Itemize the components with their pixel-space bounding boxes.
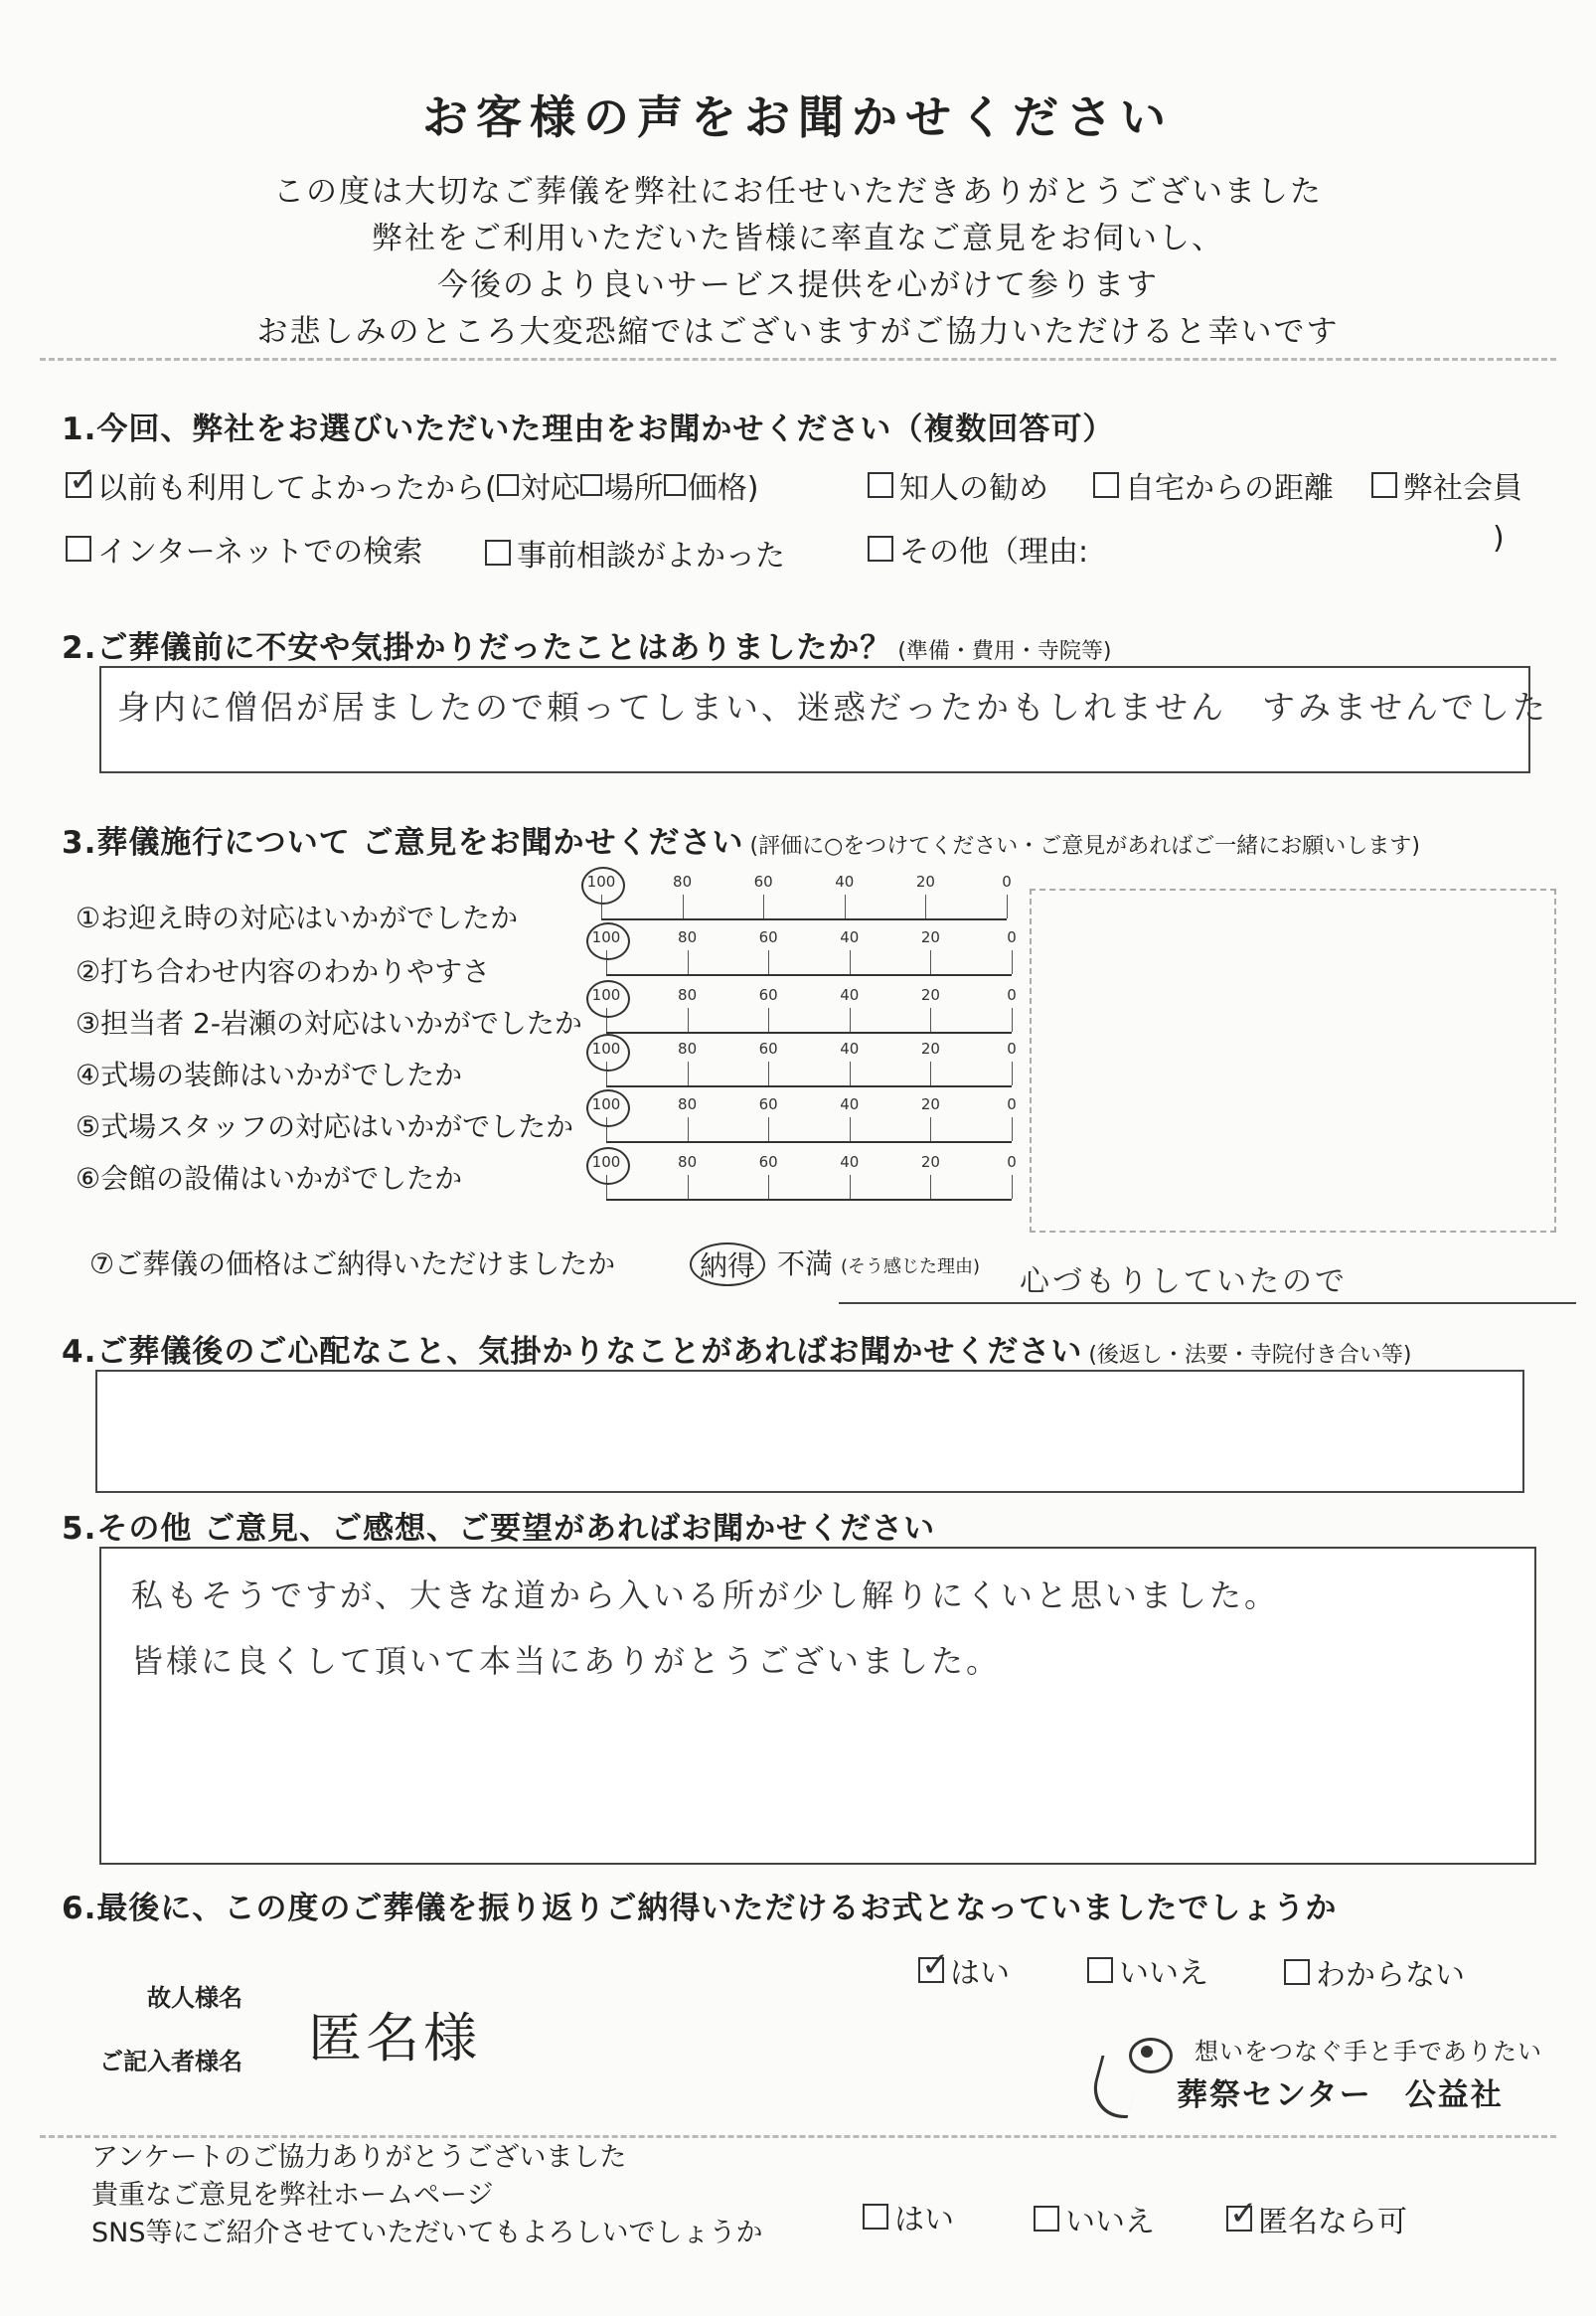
- scale-tick-label: 0: [1007, 1040, 1017, 1058]
- q1-heading: 1.今回、弊社をお選びいただいた理由をお聞かせください（複数回答可）: [62, 412, 1115, 447]
- checkbox[interactable]: [1093, 472, 1119, 498]
- scale-tick-label: 60: [758, 928, 778, 946]
- footer-line: SNS等にご紹介させていただいてもよろしいでしょうか: [91, 2218, 763, 2248]
- option-label: 場所: [603, 471, 664, 506]
- scale-line: [601, 918, 1007, 920]
- intro-line: 弊社をご利用いただいた皆様に率直なご意見をお伺いし、: [372, 221, 1224, 256]
- option-label: いいえ: [1065, 2205, 1155, 2239]
- scale-tick: [768, 1117, 769, 1141]
- checkbox[interactable]: [1284, 1959, 1310, 1985]
- scale-tick: [688, 1062, 689, 1085]
- writer-name-label: ご記入者様名: [99, 2048, 242, 2075]
- scale-tick-label: 40: [840, 986, 860, 1004]
- scale-tick: [850, 1062, 851, 1085]
- scale-tick-label: 0: [1007, 1153, 1017, 1171]
- scale-line: [606, 974, 1012, 976]
- rating-label-2: ②打ち合わせ内容のわかりやすさ: [76, 955, 491, 988]
- reason-label: (そう感じた理由): [841, 1256, 981, 1277]
- price-nattoku-circled[interactable]: 納得: [690, 1242, 765, 1286]
- scale-tick: [1012, 1008, 1013, 1032]
- scale-line: [606, 1141, 1012, 1143]
- intro-text: [0, 169, 1596, 356]
- scale-tick-label: 40: [840, 1095, 860, 1113]
- scale-tick-label: 20: [920, 986, 940, 1004]
- q4-heading-sub: (後返し・法要・寺院付き合い等): [1088, 1343, 1412, 1368]
- checkbox[interactable]: [66, 536, 91, 562]
- checkbox[interactable]: [868, 472, 893, 498]
- q3-heading-sub: (評価に○をつけてください・ご意見があればご一緒にお願いします): [749, 834, 1420, 859]
- option-label: 対応: [520, 471, 580, 506]
- logo-stroke: [1085, 2056, 1145, 2118]
- scale-tick: [1012, 1175, 1013, 1199]
- scale-tick-label: 0: [1007, 928, 1017, 946]
- price-answer: 心づもりしていたので: [1020, 1264, 1348, 1299]
- scale-tick: [768, 950, 769, 974]
- scale-tick: [845, 895, 846, 918]
- scale-tick: [930, 1175, 931, 1199]
- company-logo-icon: [1085, 2032, 1181, 2121]
- option-label: 弊社会員: [1403, 471, 1522, 506]
- intro-line: この度は大切なご葬儀を弊社にお任せいただきありがとうございました: [273, 174, 1323, 210]
- rating-scale-1[interactable]: [586, 873, 1012, 930]
- q6-option-hai[interactable]: [918, 1948, 1010, 1992]
- rating-circle-mark: [586, 1147, 630, 1185]
- checkbox[interactable]: [580, 474, 602, 496]
- rating-scale-5[interactable]: [591, 1095, 1017, 1153]
- price-question: ⑦ご葬儀の価格はご納得いただけましたか: [89, 1247, 616, 1280]
- scale-tick: [850, 1175, 851, 1199]
- scale-tick: [850, 1008, 851, 1032]
- footer-option-iie[interactable]: [1034, 2197, 1155, 2240]
- footer-option-hai[interactable]: [863, 2195, 954, 2238]
- scale-tick-label: 40: [835, 873, 855, 891]
- footer-option-tokumei[interactable]: [1226, 2197, 1407, 2240]
- q4-heading: [62, 1326, 1412, 1371]
- intro-line: お悲しみのところ大変恐縮ではございますがご協力いただけると幸いです: [256, 314, 1340, 350]
- close-paren: ): [1493, 521, 1505, 556]
- scale-tick-label: 100: [591, 1095, 621, 1113]
- option-label: 自宅からの距離: [1125, 471, 1334, 506]
- checkbox-checked[interactable]: [1226, 2206, 1252, 2232]
- scale-tick-label: 80: [678, 1153, 698, 1171]
- scale-tick-label: 0: [1007, 1095, 1017, 1113]
- scale-tick: [930, 1008, 931, 1032]
- scale-tick-label: 100: [586, 873, 616, 891]
- checkbox[interactable]: [1087, 1957, 1113, 1983]
- scale-tick: [763, 895, 764, 918]
- q1-option-internet[interactable]: [66, 527, 422, 571]
- scale-tick: [768, 1008, 769, 1032]
- rating-circle-mark: [586, 980, 630, 1018]
- option-label: 価格): [687, 471, 759, 506]
- scale-tick-label: 60: [758, 1040, 778, 1058]
- q6-option-wakaranai[interactable]: [1284, 1950, 1465, 1994]
- scale-tick-label: 40: [840, 1040, 860, 1058]
- q2-answer-box[interactable]: [99, 666, 1548, 773]
- q5-heading: 5.その他 ご意見、ご感想、ご要望があればお聞かせください: [62, 1511, 936, 1547]
- rating-scale-3[interactable]: [591, 986, 1017, 1044]
- scale-tick: [850, 1117, 851, 1141]
- q5-answer-line-1: 私もそうですが、大きな道から入いる所が少し解りにくいと思いました。: [131, 1576, 1280, 1614]
- scale-tick: [683, 895, 684, 918]
- scale-tick-label: 0: [1002, 873, 1012, 891]
- rating-circle-mark: [581, 867, 625, 905]
- scale-tick: [1007, 895, 1008, 918]
- option-label: 事前相談がよかった: [517, 539, 785, 574]
- scale-tick: [930, 1062, 931, 1085]
- scale-tick: [688, 1175, 689, 1199]
- scale-tick-label: 80: [673, 873, 693, 891]
- q3-heading: [62, 817, 1420, 862]
- q1-option-sonota[interactable]: [868, 527, 1088, 571]
- checkbox[interactable]: [863, 2204, 888, 2230]
- page-title: お客様の声をお聞かせください: [422, 90, 1174, 144]
- rating-scale-4[interactable]: [591, 1040, 1017, 1097]
- scale-tick: [930, 950, 931, 974]
- q3-heading-text: 3.葬儀施行について ご意見をお聞かせください: [62, 825, 744, 861]
- scale-tick: [925, 895, 926, 918]
- deceased-name-label: 故人様名: [147, 1984, 242, 2012]
- scale-tick: [688, 1117, 689, 1141]
- scale-tick: [768, 1062, 769, 1085]
- checkbox-checked[interactable]: [918, 1957, 944, 1983]
- reason-underline: [839, 1302, 1576, 1304]
- scale-tick-label: 0: [1007, 986, 1017, 1004]
- option-label: いいえ: [1119, 1956, 1208, 1991]
- option-label: はい: [894, 2203, 954, 2237]
- scale-tick-label: 60: [753, 873, 773, 891]
- scale-tick-label: 60: [758, 986, 778, 1004]
- q2-heading-text: 2.ご葬儀前に不安や気掛かりだったことはありましたか？: [62, 630, 892, 666]
- rating-scale-2[interactable]: [591, 928, 1017, 986]
- scale-tick-label: 60: [758, 1095, 778, 1113]
- price-fuman[interactable]: 不満: [777, 1247, 834, 1280]
- q3-comment-box[interactable]: [1030, 889, 1556, 1233]
- scale-tick-label: 100: [591, 928, 621, 946]
- scale-tick-label: 20: [920, 1040, 940, 1058]
- option-label: 匿名なら可: [1258, 2205, 1407, 2239]
- divider: [40, 2135, 1556, 2138]
- scale-tick-label: 20: [915, 873, 935, 891]
- option-label: その他（理由:: [899, 535, 1089, 570]
- rating-circle-mark: [586, 1089, 630, 1127]
- scale-tick-label: 80: [678, 928, 698, 946]
- scale-tick-label: 40: [840, 1153, 860, 1171]
- footer-line: アンケートのご協力ありがとうございました: [91, 2142, 627, 2173]
- checkbox-checked[interactable]: [66, 472, 91, 498]
- option-label: 以前も利用してよかったから(: [97, 471, 497, 506]
- q5-answer-line-2: 皆様に良くして頂いて本当にありがとうございました。: [131, 1642, 1002, 1680]
- footer-line: 貴重なご意見を弊社ホームページ: [91, 2180, 494, 2211]
- scale-tick: [688, 1008, 689, 1032]
- name-value: 匿名様: [308, 2007, 481, 2069]
- scale-tick-label: 60: [758, 1153, 778, 1171]
- scale-tick-label: 80: [678, 986, 698, 1004]
- scale-tick: [768, 1175, 769, 1199]
- rating-label-5: ⑤式場スタッフの対応はいかがでしたか: [76, 1110, 574, 1143]
- q1-option-jizen[interactable]: [485, 531, 785, 575]
- checkbox[interactable]: [497, 474, 519, 496]
- scale-tick: [930, 1117, 931, 1141]
- company-slogan: 想いをつなぐ手と手でありたい: [1195, 2038, 1542, 2066]
- divider: [40, 358, 1556, 361]
- q1-option-kyori[interactable]: [1093, 463, 1334, 507]
- q6-heading: 6.最後に、この度のご葬儀を振り返りご納得いただけるお式となっていましたでしょうか: [62, 1891, 1338, 1926]
- scale-tick-label: 20: [920, 928, 940, 946]
- scale-tick: [688, 950, 689, 974]
- q1-option-kaiin[interactable]: [1371, 463, 1522, 507]
- checkbox[interactable]: [868, 536, 893, 562]
- rating-scale-6[interactable]: [591, 1153, 1017, 1211]
- scale-line: [606, 1085, 1012, 1087]
- rating-label-4: ④式場の装飾はいかがでしたか: [76, 1059, 463, 1091]
- rating-label-1: ①お迎え時の対応はいかがでしたか: [76, 902, 519, 934]
- option-label: わからない: [1316, 1958, 1465, 1993]
- q4-heading-text: 4.ご葬儀後のご心配なこと、気掛かりなことがあればお聞かせください: [62, 1334, 1083, 1370]
- scale-tick: [850, 950, 851, 974]
- scale-tick-label: 80: [678, 1040, 698, 1058]
- option-label: 知人の勧め: [899, 471, 1048, 506]
- scale-line: [606, 1199, 1012, 1201]
- q6-option-iie[interactable]: [1087, 1948, 1208, 1992]
- option-label: はい: [950, 1956, 1010, 1991]
- q1-option-previous[interactable]: [66, 463, 758, 507]
- checkbox[interactable]: [1371, 472, 1397, 498]
- rating-circle-mark: [586, 1034, 630, 1072]
- scale-tick-label: 100: [591, 1040, 621, 1058]
- q2-heading-sub: (準備・費用・寺院等): [897, 639, 1112, 664]
- scale-tick: [1012, 1062, 1013, 1085]
- rating-label-3: ③担当者 2-岩瀬の対応はいかがでしたか: [76, 1007, 582, 1040]
- scale-line: [606, 1032, 1012, 1034]
- checkbox[interactable]: [485, 540, 511, 566]
- rating-label-6: ⑥会館の設備はいかがでしたか: [76, 1162, 463, 1195]
- scale-tick-label: 20: [920, 1153, 940, 1171]
- q2-heading: [62, 622, 1112, 667]
- rating-circle-mark: [586, 922, 630, 960]
- q2-answer: 身内に僧侶が居ましたので頼ってしまい、迷惑だったかもしれません すみませんでした: [117, 688, 1548, 727]
- intro-line: 今後のより良いサービス提供を心がけて参ります: [437, 267, 1159, 303]
- footer-text: [91, 2139, 762, 2252]
- checkbox[interactable]: [664, 474, 686, 496]
- scale-tick-label: 100: [591, 1153, 621, 1171]
- scale-tick-label: 100: [591, 986, 621, 1004]
- scale-tick-label: 40: [840, 928, 860, 946]
- scale-tick: [1012, 1117, 1013, 1141]
- checkbox[interactable]: [1034, 2206, 1059, 2232]
- scale-tick-label: 20: [920, 1095, 940, 1113]
- q4-answer-box[interactable]: [95, 1370, 1524, 1493]
- option-label: インターネットでの検索: [97, 535, 423, 570]
- scale-tick-label: 80: [678, 1095, 698, 1113]
- scale-tick: [1012, 950, 1013, 974]
- q1-option-chijin[interactable]: [868, 463, 1048, 507]
- company-name: 葬祭センター 公益社: [1177, 2077, 1504, 2113]
- q5-answer-box[interactable]: [99, 1547, 1536, 1865]
